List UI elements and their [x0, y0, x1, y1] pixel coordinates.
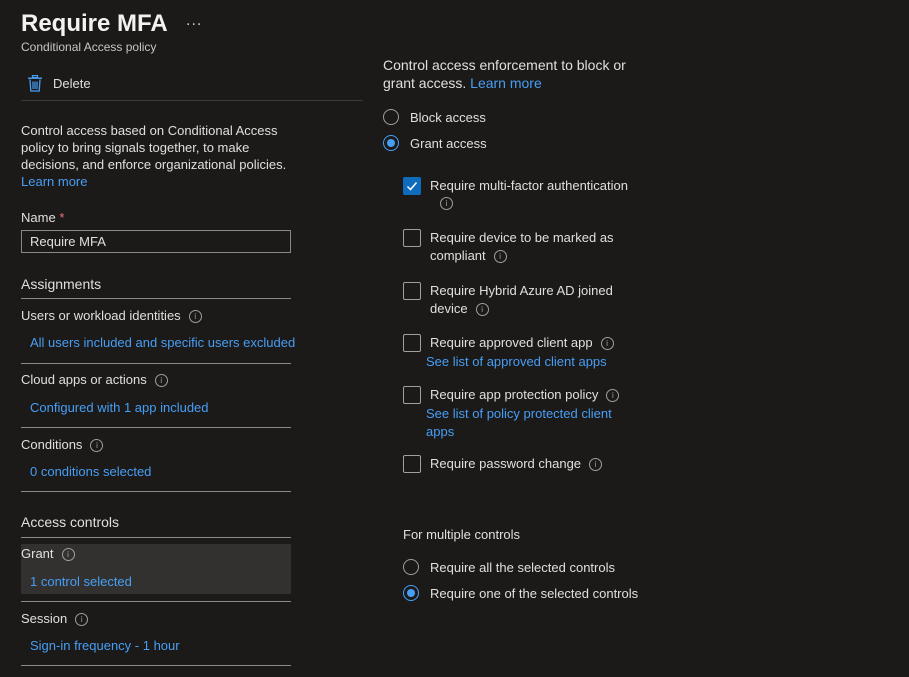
block-access-option[interactable]: Block access [383, 109, 486, 125]
info-icon[interactable]: i [189, 310, 202, 323]
compliant-device-checkbox[interactable] [403, 229, 421, 250]
hybrid-joined-label: Require Hybrid Azure AD joined device i [430, 283, 613, 316]
learn-more-link[interactable]: Learn more [470, 75, 542, 91]
approved-app-label: Require approved client app i [430, 334, 645, 352]
grant-access-radio[interactable] [383, 135, 399, 151]
users-label: Users or workload identities i [21, 308, 202, 323]
approved-app-checkbox[interactable] [403, 334, 421, 355]
policy-description: Control access based on Conditional Access policy to bring signals together, to make decisions, and enforce organizational policies. Learn more [21, 123, 287, 189]
info-icon[interactable]: i [601, 337, 614, 350]
cloud-apps-label: Cloud apps or actions i [21, 372, 168, 387]
grant-link[interactable]: 1 control selected [30, 574, 132, 589]
info-icon[interactable]: i [75, 613, 88, 626]
hybrid-joined-checkbox[interactable] [403, 282, 421, 303]
delete-label: Delete [53, 75, 91, 91]
require-one-radio[interactable] [403, 585, 419, 601]
info-icon[interactable]: i [606, 389, 619, 402]
trash-icon [27, 75, 43, 92]
info-icon[interactable]: i [155, 374, 168, 387]
name-label: Name * [21, 210, 65, 225]
required-indicator: * [59, 210, 65, 225]
divider [21, 665, 291, 666]
multiple-controls-heading: For multiple controls [403, 527, 521, 542]
compliant-device-label: Require device to be marked as compliant i [430, 230, 614, 263]
page-subtitle: Conditional Access policy [21, 40, 157, 54]
access-controls-heading: Access controls [21, 514, 120, 530]
protected-apps-list-link[interactable]: See list of policy protected client apps [426, 406, 612, 439]
mfa-label: Require multi-factor authentication [430, 178, 628, 193]
divider [21, 537, 291, 538]
session-label: Session i [21, 611, 88, 626]
name-field[interactable] [21, 230, 291, 253]
info-icon[interactable]: i [476, 303, 489, 316]
divider [21, 363, 291, 364]
more-options-icon[interactable]: ... [186, 12, 203, 29]
info-icon[interactable]: i [62, 548, 75, 561]
cloud-apps-link[interactable]: Configured with 1 app included [30, 400, 209, 415]
toolbar-divider [21, 100, 363, 101]
app-protection-checkbox[interactable] [403, 386, 421, 407]
password-change-label: Require password change i [430, 455, 645, 473]
require-all-option[interactable]: Require all the selected controls [403, 559, 615, 575]
divider [21, 491, 291, 492]
conditions-label: Conditions i [21, 437, 103, 452]
delete-button[interactable] [27, 72, 91, 94]
learn-more-link[interactable]: Learn more [21, 174, 88, 189]
require-one-option[interactable]: Require one of the selected controls [403, 585, 638, 601]
info-icon[interactable]: i [440, 197, 453, 210]
users-selection-link[interactable]: All users included and specific users excluded [30, 335, 296, 350]
mfa-checkbox[interactable] [403, 177, 421, 198]
page-title: Require MFA [21, 10, 168, 37]
block-access-radio[interactable] [383, 109, 399, 125]
require-all-radio[interactable] [403, 559, 419, 575]
app-protection-label: Require app protection policy i [430, 386, 645, 404]
grant-access-option[interactable]: Grant access [383, 135, 487, 151]
conditions-link[interactable]: 0 conditions selected [30, 464, 152, 479]
password-change-checkbox[interactable] [403, 455, 421, 476]
grant-label: Grant i [21, 546, 75, 561]
checkmark-icon[interactable] [403, 177, 421, 195]
assignments-heading: Assignments [21, 276, 102, 292]
info-icon[interactable]: i [90, 439, 103, 452]
divider [21, 298, 291, 299]
info-icon[interactable]: i [589, 458, 602, 471]
session-link[interactable]: Sign-in frequency - 1 hour [30, 638, 180, 653]
grant-intro: Control access enforcement to block or grant access. Learn more [383, 57, 626, 91]
divider [21, 601, 291, 602]
divider [21, 427, 291, 428]
approved-apps-list-link[interactable]: See list of approved client apps [426, 354, 607, 369]
info-icon[interactable]: i [494, 250, 507, 263]
